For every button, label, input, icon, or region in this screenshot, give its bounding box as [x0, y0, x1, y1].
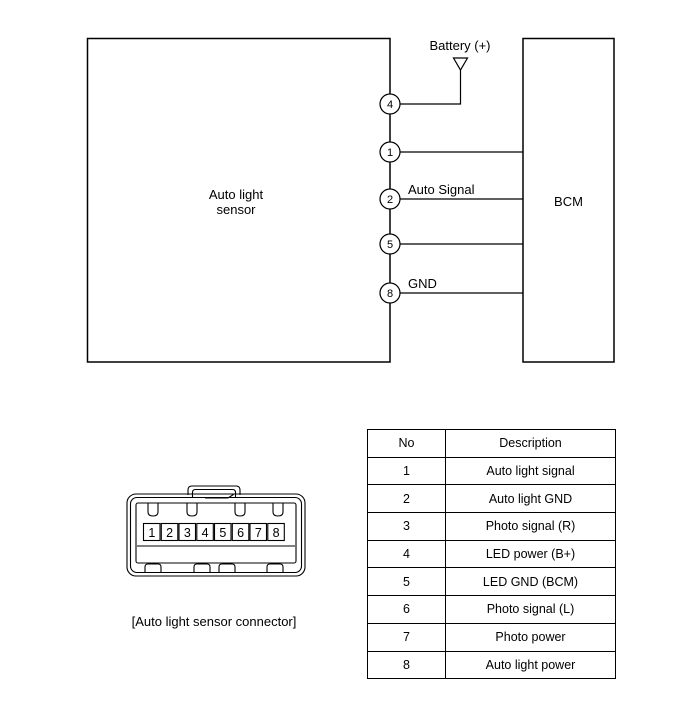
pin-no: 3 [368, 513, 446, 541]
connector-pin-1: 1 [148, 526, 156, 540]
table-row [368, 485, 616, 513]
connector-pin-4: 4 [201, 526, 209, 540]
pin-description: LED GND (BCM) [446, 568, 616, 596]
pin-circle-4-number: 4 [386, 99, 394, 111]
connector-slot [273, 503, 283, 516]
connector-arch [219, 564, 235, 572]
pin-description: Auto light power [446, 651, 616, 679]
connector-pin-2: 2 [166, 526, 174, 540]
battery-power-symbol [454, 58, 468, 70]
sensor-label-line2: sensor [216, 202, 256, 217]
connector-slot [148, 503, 158, 516]
pin-circle-1-number: 1 [386, 147, 394, 159]
wires [400, 152, 523, 293]
pin-no: 8 [368, 651, 446, 679]
connector-pin-7: 7 [254, 526, 262, 540]
connector-pin-8: 8 [272, 526, 280, 540]
circuit-diagram [88, 38, 615, 362]
table-row [368, 623, 616, 651]
connector-pin-6: 6 [237, 526, 245, 540]
pin-no: 4 [368, 540, 446, 568]
table-row [368, 651, 616, 679]
connector-top-slots [148, 503, 283, 516]
pin-no: 6 [368, 596, 446, 624]
connector-arch [267, 564, 283, 572]
connector-arch [194, 564, 210, 572]
pin-no: 2 [368, 485, 446, 513]
pin-no: 5 [368, 568, 446, 596]
table-row [368, 540, 616, 568]
table-row [368, 513, 616, 541]
pin-description: LED power (B+) [446, 540, 616, 568]
connector-slot [235, 503, 245, 516]
connector-arch [145, 564, 161, 572]
sensor-label-line1: Auto light [208, 187, 264, 202]
pin-no: 7 [368, 623, 446, 651]
connector-pin-3: 3 [183, 526, 191, 540]
connector-bottom-arches [145, 564, 283, 572]
pin-description: Photo signal (R) [446, 513, 616, 541]
auto-signal-label: Auto Signal [408, 182, 475, 197]
connector-pin-5: 5 [219, 526, 227, 540]
connector-slot [187, 503, 197, 516]
bcm-label: BCM [554, 194, 583, 209]
connector-drawing [127, 486, 305, 576]
table-header-description: Description [446, 430, 616, 458]
pin-circle-2-number: 2 [386, 194, 394, 206]
connector-pin-row [144, 524, 285, 541]
pin-description: Auto light signal [446, 457, 616, 485]
connector-caption: [Auto light sensor connector] [131, 614, 297, 629]
pin-no: 1 [368, 457, 446, 485]
table-row [368, 568, 616, 596]
pin-description: Photo signal (L) [446, 596, 616, 624]
table-header-row [368, 430, 616, 458]
battery-wire [400, 70, 461, 104]
pin-description: Auto light GND [446, 485, 616, 513]
table-row [368, 596, 616, 624]
pin-circle-5-number: 5 [386, 239, 394, 251]
table-header-no: No [368, 430, 446, 458]
battery-label: Battery (+) [429, 38, 491, 53]
pin-description: Photo power [446, 623, 616, 651]
table-row [368, 457, 616, 485]
gnd-label: GND [408, 276, 437, 291]
pin-circle-8-number: 8 [386, 288, 394, 300]
pin-table [367, 429, 616, 679]
